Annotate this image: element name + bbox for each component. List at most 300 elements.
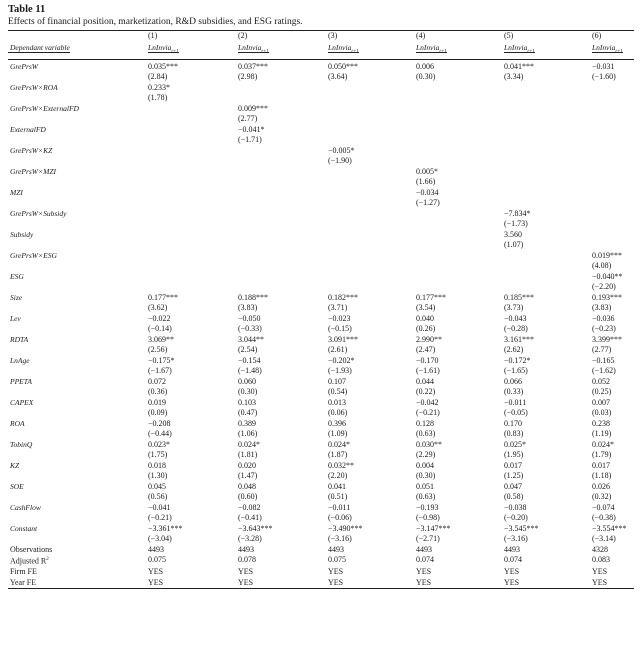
summary-label: Year FE	[10, 577, 37, 587]
table-row	[8, 135, 634, 146]
t-statistic-cell: (1.06)	[238, 429, 258, 438]
t-statistic-cell	[416, 93, 504, 104]
coefficient-cell	[504, 104, 592, 115]
table-row	[8, 177, 634, 188]
t-statistic-cell: (−0.23)	[592, 324, 616, 333]
variable-name: TobinQ	[10, 439, 33, 449]
dependent-variable-label: Dependant variable	[10, 43, 70, 52]
t-statistic-cell	[148, 282, 238, 293]
dependent-variable-cell: LnInvia$_{t+1}$	[148, 43, 179, 55]
t-statistic-cell: (−0.06)	[328, 513, 352, 522]
coefficient-cell: 0.050***	[328, 61, 358, 71]
t-statistic-cell	[148, 135, 238, 146]
t-statistic-cell	[592, 177, 634, 188]
t-statistic-cell: (−1.62)	[592, 366, 616, 375]
coefficient-cell	[328, 251, 416, 262]
coefficient-cell	[238, 251, 328, 262]
t-statistic-cell	[148, 156, 238, 167]
summary-value: YES	[238, 567, 254, 577]
t-statistic-cell: (0.30)	[416, 471, 436, 480]
table-row	[8, 104, 634, 115]
coefficient-cell: 3.044**	[238, 334, 264, 344]
coefficient-cell: 0.017	[592, 460, 610, 470]
coefficient-cell	[148, 188, 238, 199]
t-statistic-cell: (−1.90)	[328, 156, 352, 165]
table-row	[8, 188, 634, 199]
coefficient-cell: −0.208	[148, 418, 171, 428]
summary-value: 4493	[238, 544, 254, 554]
variable-name: GrePrsW×Subsidy	[10, 208, 67, 218]
summary-value: YES	[148, 577, 164, 587]
coefficient-cell: −3.147***	[416, 523, 451, 533]
coefficient-cell: −0.036	[592, 313, 615, 323]
coefficient-cell	[592, 209, 634, 220]
coefficient-cell: −0.042	[416, 397, 439, 407]
t-statistic-cell	[592, 93, 634, 104]
coefficient-cell	[592, 188, 634, 199]
table-row	[8, 450, 634, 461]
coefficient-cell: −3.643***	[238, 523, 273, 533]
coefficient-cell: −0.170	[416, 355, 439, 365]
summary-value: 0.083	[592, 555, 610, 564]
summary-label: Firm FE	[10, 567, 37, 577]
table-row	[8, 303, 634, 314]
t-statistic-cell	[328, 177, 416, 188]
coefficient-cell: 0.396	[328, 418, 346, 428]
t-statistic-cell	[416, 240, 504, 251]
coefficient-cell: 0.006	[416, 61, 434, 71]
summary-row	[8, 545, 634, 556]
variable-name: ROA	[10, 418, 25, 428]
t-statistic-cell: (0.63)	[416, 429, 436, 438]
t-statistic-cell: (0.06)	[328, 408, 348, 417]
coefficient-cell: 0.233*	[148, 82, 170, 92]
t-statistic-cell: (0.54)	[328, 387, 348, 396]
summary-value: 4328	[592, 544, 608, 554]
coefficient-cell: 0.177***	[148, 292, 178, 302]
t-statistic-cell: (−0.41)	[238, 513, 262, 522]
coefficient-cell: −3.545***	[504, 523, 539, 533]
coefficient-cell: −0.175*	[148, 355, 175, 365]
summary-row	[8, 578, 634, 589]
coefficient-cell	[416, 230, 504, 241]
coefficient-cell: 2.990**	[416, 334, 442, 344]
t-statistic-cell: (2.20)	[328, 471, 348, 480]
coefficient-cell: −3.490***	[328, 523, 363, 533]
table-row	[8, 83, 634, 94]
coefficient-cell: 3.560	[504, 229, 522, 239]
column-header: (3)	[328, 31, 338, 40]
coefficient-cell: 0.052	[592, 376, 610, 386]
regression-table	[8, 30, 634, 589]
variable-name: GrePrsW×ROA	[10, 82, 58, 92]
column-header: (1)	[148, 31, 158, 40]
t-statistic-cell: (−1.61)	[416, 366, 440, 375]
table-row	[8, 198, 634, 209]
t-statistic-cell: (3.34)	[504, 72, 524, 81]
table-row	[8, 314, 634, 325]
t-statistic-cell: (−1.71)	[238, 135, 262, 144]
t-statistic-cell: (1.07)	[504, 240, 524, 249]
t-statistic-cell: (0.47)	[238, 408, 258, 417]
t-statistic-cell	[592, 135, 634, 146]
t-statistic-cell	[148, 198, 238, 209]
t-statistic-cell: (2.29)	[416, 450, 436, 459]
coefficient-cell: 0.007	[592, 397, 610, 407]
coefficient-cell	[328, 104, 416, 115]
coefficient-cell: −0.023	[328, 313, 351, 323]
t-statistic-cell	[416, 114, 504, 125]
t-statistic-cell	[504, 198, 592, 209]
t-statistic-cell: (2.98)	[238, 72, 258, 81]
coefficient-cell: −0.193	[416, 502, 439, 512]
t-statistic-cell	[148, 219, 238, 230]
t-statistic-cell: (2.61)	[328, 345, 348, 354]
coefficient-cell: −0.011	[504, 397, 527, 407]
coefficient-cell: −0.041*	[238, 124, 265, 134]
summary-value: 0.074	[504, 555, 522, 564]
coefficient-cell: 0.170	[504, 418, 522, 428]
t-statistic-cell: (−1.73)	[504, 219, 528, 228]
summary-value: 0.078	[238, 555, 256, 564]
column-number-row	[8, 31, 634, 42]
t-statistic-cell: (−0.28)	[504, 324, 528, 333]
t-statistic-cell: (1.09)	[328, 429, 348, 438]
column-header: (2)	[238, 31, 248, 40]
coefficient-cell	[592, 104, 634, 115]
coefficient-cell: −0.041	[148, 502, 171, 512]
t-statistic-cell	[328, 93, 416, 104]
t-statistic-cell: (−0.20)	[504, 513, 528, 522]
summary-value: YES	[416, 567, 432, 577]
coefficient-cell	[504, 272, 592, 283]
variable-name: Size	[10, 292, 23, 302]
t-statistic-cell: (−0.15)	[328, 324, 352, 333]
coefficient-cell	[328, 125, 416, 136]
t-statistic-cell	[328, 114, 416, 125]
t-statistic-cell: (−2.71)	[416, 534, 440, 543]
t-statistic-cell: (1.25)	[504, 471, 524, 480]
table-label: Table 11	[8, 4, 46, 15]
t-statistic-cell	[238, 240, 328, 251]
t-statistic-cell	[238, 261, 328, 272]
table-row	[8, 293, 634, 304]
t-statistic-cell: (0.03)	[592, 408, 612, 417]
t-statistic-cell: (−1.93)	[328, 366, 352, 375]
coefficient-cell: 3.161***	[504, 334, 534, 344]
coefficient-cell	[416, 146, 504, 157]
t-statistic-cell	[504, 114, 592, 125]
summary-value: 0.074	[416, 555, 434, 564]
coefficient-cell: 0.013	[328, 397, 346, 407]
coefficient-cell: −0.011	[328, 502, 351, 512]
t-statistic-cell: (1.79)	[592, 450, 612, 459]
table-row	[8, 387, 634, 398]
summary-value: YES	[328, 577, 344, 587]
coefficient-cell	[238, 209, 328, 220]
t-statistic-cell: (0.26)	[416, 324, 436, 333]
coefficient-cell: 0.023*	[148, 439, 170, 449]
coefficient-cell	[148, 125, 238, 136]
summary-value: YES	[148, 567, 164, 577]
t-statistic-cell: (1.19)	[592, 429, 612, 438]
coefficient-cell	[416, 209, 504, 220]
variable-name: GrePrsW×ExternalFD	[10, 103, 79, 113]
coefficient-cell: 0.072	[148, 376, 166, 386]
coefficient-cell	[238, 167, 328, 178]
coefficient-cell: 0.103	[238, 397, 256, 407]
t-statistic-cell	[328, 219, 416, 230]
t-statistic-cell: (−3.04)	[148, 534, 172, 543]
summary-value: YES	[328, 567, 344, 577]
coefficient-cell	[238, 146, 328, 157]
column-header: (5)	[504, 31, 514, 40]
coefficient-cell: 0.024*	[592, 439, 614, 449]
coefficient-cell: 0.128	[416, 418, 434, 428]
coefficient-cell: 0.048	[238, 481, 256, 491]
column-header: (6)	[592, 31, 602, 40]
table-row	[8, 219, 634, 230]
t-statistic-cell	[592, 240, 634, 251]
t-statistic-cell	[148, 177, 238, 188]
t-statistic-cell: (0.09)	[148, 408, 168, 417]
coefficient-cell: 0.177***	[416, 292, 446, 302]
table-row	[8, 408, 634, 419]
coefficient-cell: 0.004	[416, 460, 434, 470]
table-row	[8, 513, 634, 524]
t-statistic-cell	[328, 282, 416, 293]
table-row	[8, 282, 634, 293]
coefficient-cell: −0.043	[504, 313, 527, 323]
t-statistic-cell	[416, 282, 504, 293]
t-statistic-cell: (2.77)	[238, 114, 258, 123]
t-statistic-cell: (0.32)	[592, 492, 612, 501]
t-statistic-cell	[238, 282, 328, 293]
t-statistic-cell	[238, 219, 328, 230]
coefficient-cell: 0.051	[416, 481, 434, 491]
t-statistic-cell	[416, 135, 504, 146]
t-statistic-cell: (1.18)	[592, 471, 612, 480]
coefficient-cell	[328, 209, 416, 220]
table-row	[8, 62, 634, 73]
coefficient-cell: 0.005*	[416, 166, 438, 176]
t-statistic-cell: (0.63)	[416, 492, 436, 501]
t-statistic-cell	[148, 240, 238, 251]
coefficient-cell: 0.238	[592, 418, 610, 428]
table-row	[8, 230, 634, 241]
dependent-variable-cell: LnInvia$_{t+1}$	[328, 43, 359, 55]
coefficient-cell: 0.037***	[238, 61, 268, 71]
t-statistic-cell: (−1.65)	[504, 366, 528, 375]
t-statistic-cell: (1.95)	[504, 450, 524, 459]
summary-value: 0.075	[328, 555, 346, 564]
t-statistic-cell: (−0.38)	[592, 513, 616, 522]
coefficient-cell: 0.030**	[416, 439, 442, 449]
coefficient-cell: 0.107	[328, 376, 346, 386]
table-row	[8, 398, 634, 409]
coefficient-cell: −3.554***	[592, 523, 627, 533]
table-row	[8, 324, 634, 335]
coefficient-cell: 0.024*	[328, 439, 350, 449]
t-statistic-cell	[238, 156, 328, 167]
coefficient-cell	[592, 83, 634, 94]
variable-name: GrePrsW×KZ	[10, 145, 53, 155]
t-statistic-cell	[148, 114, 238, 125]
t-statistic-cell: (1.30)	[148, 471, 168, 480]
coefficient-cell	[592, 125, 634, 136]
coefficient-cell: 0.185***	[504, 292, 534, 302]
t-statistic-cell	[328, 135, 416, 146]
summary-value: YES	[238, 577, 254, 587]
table-row	[8, 503, 634, 514]
dependent-variable-row	[8, 41, 634, 59]
coefficient-cell	[416, 104, 504, 115]
summary-value: 4493	[328, 544, 344, 554]
coefficient-cell	[328, 167, 416, 178]
t-statistic-cell	[148, 261, 238, 272]
coefficient-cell: −0.040**	[592, 271, 623, 281]
t-statistic-cell	[416, 261, 504, 272]
table-row	[8, 471, 634, 482]
dependent-variable-cell: LnInvia$_{t+1}$	[504, 43, 535, 55]
coefficient-cell: −0.202*	[328, 355, 355, 365]
t-statistic-cell: (−3.28)	[238, 534, 262, 543]
table-row	[8, 492, 634, 503]
coefficient-cell: 0.020	[238, 460, 256, 470]
coefficient-cell: 0.060	[238, 376, 256, 386]
table-row	[8, 461, 634, 472]
t-statistic-cell: (3.71)	[328, 303, 348, 312]
coefficient-cell: 0.035***	[148, 61, 178, 71]
variable-name: MZI	[10, 187, 23, 197]
coefficient-cell: 0.026	[592, 481, 610, 491]
coefficient-cell	[416, 83, 504, 94]
t-statistic-cell: (4.08)	[592, 261, 612, 270]
coefficient-cell	[504, 125, 592, 136]
coefficient-cell: 0.025*	[504, 439, 526, 449]
coefficient-cell	[148, 230, 238, 241]
t-statistic-cell: (3.83)	[592, 303, 612, 312]
t-statistic-cell: (2.62)	[504, 345, 524, 354]
t-statistic-cell	[328, 261, 416, 272]
t-statistic-cell: (0.51)	[328, 492, 348, 501]
table-row	[8, 345, 634, 356]
coefficient-cell: 3.069**	[148, 334, 174, 344]
coefficient-cell: −0.034	[416, 187, 439, 197]
coefficient-cell: 0.018	[148, 460, 166, 470]
coefficient-cell: 0.041***	[504, 61, 534, 71]
coefficient-cell: 0.044	[416, 376, 434, 386]
summary-row	[8, 567, 634, 578]
t-statistic-cell: (0.83)	[504, 429, 524, 438]
t-statistic-cell: (−1.60)	[592, 72, 616, 81]
table-row	[8, 114, 634, 125]
t-statistic-cell	[592, 219, 634, 230]
variable-name: PPETA	[10, 376, 32, 386]
coefficient-cell: 0.009***	[238, 103, 268, 113]
table-row	[8, 146, 634, 157]
coefficient-cell: 0.017	[504, 460, 522, 470]
summary-value: 4493	[504, 544, 520, 554]
coefficient-cell	[416, 272, 504, 283]
coefficient-cell: 0.019	[148, 397, 166, 407]
t-statistic-cell: (−0.21)	[148, 513, 172, 522]
coefficient-cell: −0.172*	[504, 355, 531, 365]
coefficient-cell	[238, 188, 328, 199]
coefficient-cell	[148, 251, 238, 262]
t-statistic-cell	[238, 177, 328, 188]
t-statistic-cell	[328, 240, 416, 251]
summary-value: 0.075	[148, 555, 166, 564]
coefficient-cell: 0.032**	[328, 460, 354, 470]
variable-name: Constant	[10, 523, 38, 533]
t-statistic-cell: (−1.48)	[238, 366, 262, 375]
t-statistic-cell: (2.54)	[238, 345, 258, 354]
table-row	[8, 419, 634, 430]
t-statistic-cell: (1.78)	[148, 93, 168, 102]
t-statistic-cell: (3.54)	[416, 303, 436, 312]
t-statistic-cell: (1.47)	[238, 471, 258, 480]
t-statistic-cell: (2.56)	[148, 345, 168, 354]
table-body	[8, 59, 634, 589]
coefficient-cell	[148, 272, 238, 283]
coefficient-cell: 0.188***	[238, 292, 268, 302]
variable-name: Lev	[10, 313, 21, 323]
t-statistic-cell: (3.83)	[238, 303, 258, 312]
table-row	[8, 72, 634, 83]
t-statistic-cell: (1.75)	[148, 450, 168, 459]
coefficient-cell: 0.045	[148, 481, 166, 491]
coefficient-cell: −0.074	[592, 502, 615, 512]
t-statistic-cell: (3.73)	[504, 303, 524, 312]
coefficient-cell	[592, 167, 634, 178]
coefficient-cell	[328, 230, 416, 241]
t-statistic-cell	[592, 198, 634, 209]
variable-name: ExternalFD	[10, 124, 46, 134]
coefficient-cell	[148, 209, 238, 220]
table-row	[8, 156, 634, 167]
table-row	[8, 125, 634, 136]
coefficient-cell: −0.005*	[328, 145, 355, 155]
coefficient-cell: −0.050	[238, 313, 261, 323]
table-row	[8, 429, 634, 440]
summary-value: 4493	[148, 544, 164, 554]
variable-name: KZ	[10, 460, 20, 470]
t-statistic-cell	[504, 135, 592, 146]
coefficient-cell: 0.389	[238, 418, 256, 428]
coefficient-cell: 0.024*	[238, 439, 260, 449]
coefficient-cell: −0.031	[592, 61, 615, 71]
variable-name: ESG	[10, 271, 24, 281]
coefficient-cell	[238, 272, 328, 283]
table-row	[8, 335, 634, 346]
table-row	[8, 534, 634, 545]
table-row	[8, 524, 634, 535]
summary-value: YES	[592, 577, 608, 587]
coefficient-cell	[592, 146, 634, 157]
table-row	[8, 209, 634, 220]
table-row	[8, 240, 634, 251]
t-statistic-cell	[238, 93, 328, 104]
table-row	[8, 366, 634, 377]
coefficient-cell: −0.154	[238, 355, 261, 365]
table-row	[8, 167, 634, 178]
t-statistic-cell: (1.87)	[328, 450, 348, 459]
coefficient-cell: 0.041	[328, 481, 346, 491]
coefficient-cell: 0.040	[416, 313, 434, 323]
variable-name: GrePrsW×ESG	[10, 250, 57, 260]
t-statistic-cell: (0.56)	[148, 492, 168, 501]
